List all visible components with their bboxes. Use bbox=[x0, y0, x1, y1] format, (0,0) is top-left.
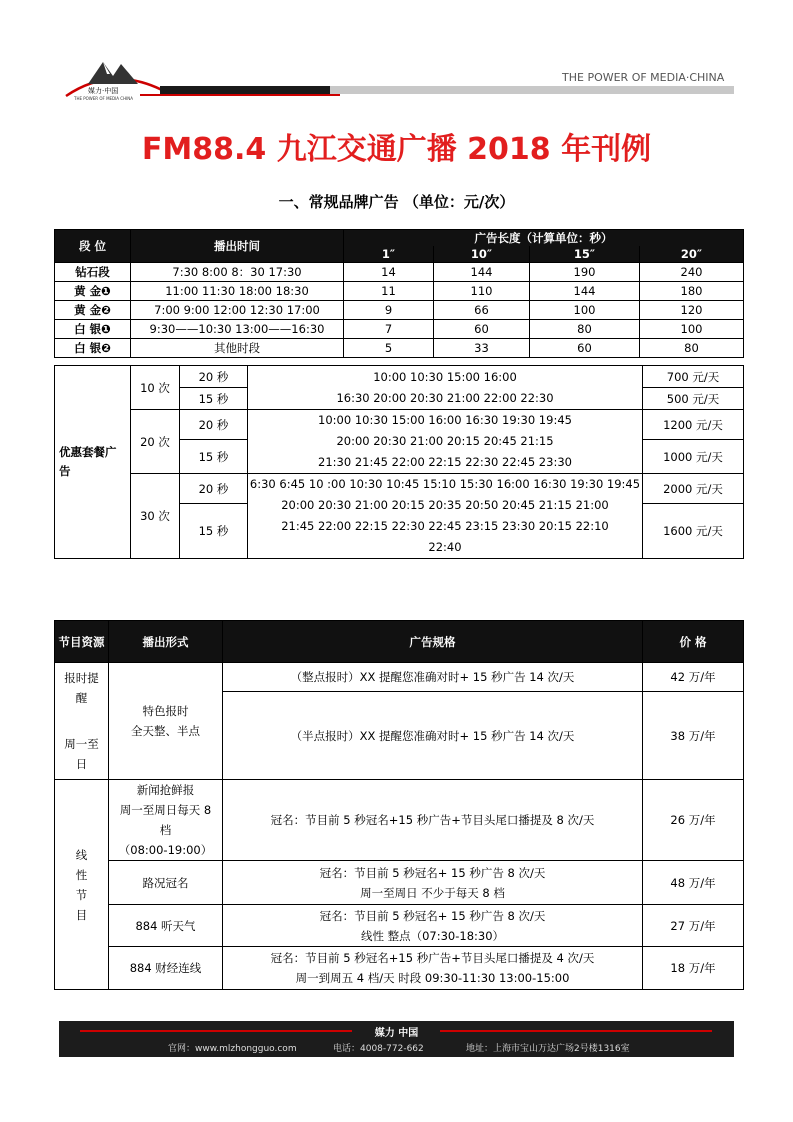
count-cell: 30 次 bbox=[131, 474, 180, 559]
price-cell: 14 bbox=[344, 263, 434, 282]
resource-cell bbox=[55, 780, 109, 990]
resource-line: 周一至日 bbox=[64, 737, 99, 771]
time-cell: 9:30——10:30 13:00——16:30 bbox=[131, 320, 344, 339]
header-bar-red bbox=[140, 94, 340, 96]
duration-header: 1″ bbox=[344, 246, 434, 263]
price-cell: 500 元/天 bbox=[643, 388, 744, 410]
header-tagline: THE POWER OF MEDIA·CHINA bbox=[562, 71, 725, 84]
form-line: 全天整、半点 bbox=[131, 724, 200, 738]
footer-brand: 媒力 中国 bbox=[374, 1028, 419, 1039]
segment-cell: 黄 金❶ bbox=[55, 282, 131, 301]
table-row bbox=[55, 366, 744, 388]
duration-cell: 15 秒 bbox=[180, 504, 248, 559]
price-cell: 7 bbox=[344, 320, 434, 339]
header-bar-dark bbox=[160, 86, 330, 94]
times-line: 20:00 20:30 21:00 20:15 20:45 21:15 bbox=[336, 434, 554, 448]
time-cell: 7:00 9:00 12:00 12:30 17:00 bbox=[131, 301, 344, 320]
table-row bbox=[55, 263, 744, 282]
resource-line: 线 bbox=[75, 847, 88, 862]
time-cell: 7:30 8:00 8：30 17:30 bbox=[131, 263, 344, 282]
resource-line: 目 bbox=[75, 907, 88, 922]
count-cell: 20 次 bbox=[131, 410, 180, 474]
price-cell: 27 万/年 bbox=[643, 905, 744, 947]
duration-header: 15″ bbox=[530, 246, 640, 263]
times-line: 16:30 20:00 20:30 21:00 22:00 22:30 bbox=[336, 390, 554, 405]
table-row bbox=[55, 282, 744, 301]
times-line: 10:00 10:30 15:00 16:00 16:30 19:30 19:45 bbox=[318, 413, 572, 427]
time-header: 播出时间 bbox=[131, 230, 344, 263]
table-row bbox=[55, 301, 744, 320]
price-cell: 1200 元/天 bbox=[643, 410, 744, 440]
price-cell: 80 bbox=[530, 320, 640, 339]
footer-website: 官网：www.mlzhongguo.com bbox=[168, 1044, 297, 1054]
form-line: 档 bbox=[159, 823, 172, 837]
form-cell bbox=[109, 905, 223, 947]
resource-cell bbox=[55, 663, 109, 780]
table-row bbox=[55, 861, 744, 905]
spec-line: 冠名：节目前 5 秒冠名+15 秒广告+节目头尾口播提及 4 次/天 bbox=[270, 951, 595, 965]
duration-cell: 20 秒 bbox=[180, 474, 248, 504]
price-cell: 100 bbox=[530, 301, 640, 320]
table-row bbox=[55, 320, 744, 339]
price-cell: 11 bbox=[344, 282, 434, 301]
form-line: 路况冠名 bbox=[142, 875, 189, 890]
table-row bbox=[55, 947, 744, 990]
spec-cell: （整点报时）XX 提醒您准确对时+ 15 秒广告 14 次/天 bbox=[223, 663, 643, 692]
segment-header: 段 位 bbox=[55, 230, 131, 263]
form-cell bbox=[109, 780, 223, 861]
duration-cell: 20 秒 bbox=[180, 410, 248, 440]
segment-cell: 白 银❷ bbox=[55, 339, 131, 358]
price-cell: 38 万/年 bbox=[643, 692, 744, 780]
times-cell bbox=[248, 474, 643, 559]
segment-cell: 黄 金❷ bbox=[55, 301, 131, 320]
price-cell: 180 bbox=[640, 282, 744, 301]
duration-cell: 15 秒 bbox=[180, 440, 248, 474]
times-line: 22:40 bbox=[428, 540, 462, 554]
duration-cell: 20 秒 bbox=[180, 366, 248, 388]
form-line: 特色报时 bbox=[142, 704, 189, 718]
duration-header: 10″ bbox=[434, 246, 530, 263]
table-row bbox=[55, 780, 744, 861]
package-label: 优惠套餐广告 bbox=[55, 366, 131, 559]
price-header: 价 格 bbox=[643, 621, 744, 663]
form-header: 播出形式 bbox=[109, 621, 223, 663]
price-cell: 48 万/年 bbox=[643, 861, 744, 905]
duration-header: 20″ bbox=[640, 246, 744, 263]
header-bar-gray bbox=[330, 86, 734, 94]
table-row bbox=[55, 474, 744, 504]
spec-cell: （半点报时）XX 提醒您准确对时+ 15 秒广告 14 次/天 bbox=[223, 692, 643, 780]
price-cell: 2000 元/天 bbox=[643, 474, 744, 504]
form-line: 884 财经连线 bbox=[129, 961, 202, 975]
table-row bbox=[55, 339, 744, 358]
table-row bbox=[55, 905, 744, 947]
spec-line: 冠名：节目前 5 秒冠名+ 15 秒广告 8 次/天 bbox=[319, 908, 546, 923]
spec-header: 广告规格 bbox=[223, 621, 643, 663]
spec-line: 线性 整点（07:30-18:30） bbox=[360, 928, 505, 943]
time-cell: 11:00 11:30 18:00 18:30 bbox=[131, 282, 344, 301]
price-cell: 1000 元/天 bbox=[643, 440, 744, 474]
price-cell: 80 bbox=[640, 339, 744, 358]
price-cell: 190 bbox=[530, 263, 640, 282]
price-cell: 66 bbox=[434, 301, 530, 320]
table-row bbox=[55, 410, 744, 440]
spec-cell bbox=[223, 861, 643, 905]
price-cell: 42 万/年 bbox=[643, 663, 744, 692]
times-line: 10:00 10:30 15:00 16:00 bbox=[373, 369, 517, 384]
segment-cell: 钻石段 bbox=[55, 263, 131, 282]
document-title: FM88.4 九江交通广播 2018 年刊例 bbox=[141, 132, 652, 167]
logo-subtext: THE POWER OF MEDIA CHINA bbox=[74, 96, 134, 101]
package-table bbox=[54, 365, 744, 559]
price-cell: 33 bbox=[434, 339, 530, 358]
form-cell bbox=[109, 861, 223, 905]
times-line: 21:30 21:45 22:00 22:15 22:30 22:45 23:30 bbox=[318, 455, 572, 469]
price-cell: 18 万/年 bbox=[643, 947, 744, 990]
price-cell: 110 bbox=[434, 282, 530, 301]
price-cell: 60 bbox=[530, 339, 640, 358]
footer-phone: 电话：4008-772-662 bbox=[333, 1044, 424, 1054]
price-cell: 1600 元/天 bbox=[643, 504, 744, 559]
times-line: 21:45 22:00 22:15 22:30 22:45 23:15 23:30 20:15 22:10 bbox=[281, 519, 609, 533]
form-cell bbox=[109, 947, 223, 990]
count-cell: 10 次 bbox=[131, 366, 180, 410]
footer-address: 地址：上海市宝山万达广场2号楼1316室 bbox=[466, 1044, 630, 1054]
spec-cell bbox=[223, 947, 643, 990]
price-cell: 100 bbox=[640, 320, 744, 339]
resource-line: 节 bbox=[75, 887, 88, 902]
price-cell: 240 bbox=[640, 263, 744, 282]
spec-line: 冠名：节目前 5 秒冠名+15 秒广告+节目头尾口播提及 8 次/天 bbox=[270, 813, 595, 827]
spec-cell bbox=[223, 905, 643, 947]
form-line: 周一至周日每天 8 bbox=[119, 803, 212, 817]
segment-cell: 白 银❶ bbox=[55, 320, 131, 339]
price-cell: 144 bbox=[434, 263, 530, 282]
price-cell: 60 bbox=[434, 320, 530, 339]
duration-cell: 15 秒 bbox=[180, 388, 248, 410]
times-cell bbox=[248, 410, 643, 474]
form-line: 884 听天气 bbox=[135, 918, 196, 933]
program-table bbox=[54, 620, 744, 990]
resource-header: 节目资源 bbox=[55, 621, 109, 663]
rate-table bbox=[54, 229, 744, 358]
spec-cell bbox=[223, 780, 643, 861]
length-header: 广告长度（计算单位：秒） bbox=[344, 230, 744, 247]
form-cell bbox=[109, 663, 223, 780]
form-line: （08:00-19:00） bbox=[118, 843, 213, 857]
price-cell: 26 万/年 bbox=[643, 780, 744, 861]
logo-text: 媒力·中国 bbox=[88, 87, 119, 95]
resource-line: 报时提醒 bbox=[64, 671, 99, 705]
spec-line: 周一至周日 不少于每天 8 档 bbox=[360, 885, 505, 900]
price-cell: 144 bbox=[530, 282, 640, 301]
price-cell: 5 bbox=[344, 339, 434, 358]
price-cell: 700 元/天 bbox=[643, 366, 744, 388]
section-title: 一、常规品牌广告 （单位：元/次） bbox=[278, 193, 515, 211]
resource-line: 性 bbox=[75, 867, 88, 882]
form-line: 新闻抢鲜报 bbox=[136, 783, 195, 797]
times-line: 20:00 20:30 21:00 20:15 20:35 20:50 20:45 21:15 21:00 bbox=[281, 498, 609, 512]
table-row bbox=[55, 663, 744, 692]
spec-line: 周一到周五 4 档/天 时段 09:30-11:30 13:00-15:00 bbox=[295, 971, 570, 985]
times-line: 6:30 6:45 10 :00 10:30 10:45 15:10 15:30 16:00 16:30 19:30 19:45 bbox=[249, 477, 641, 491]
spec-line: 冠名：节目前 5 秒冠名+ 15 秒广告 8 次/天 bbox=[319, 865, 546, 880]
price-cell: 9 bbox=[344, 301, 434, 320]
times-cell bbox=[248, 366, 643, 410]
price-cell: 120 bbox=[640, 301, 744, 320]
time-cell: 其他时段 bbox=[131, 339, 344, 358]
